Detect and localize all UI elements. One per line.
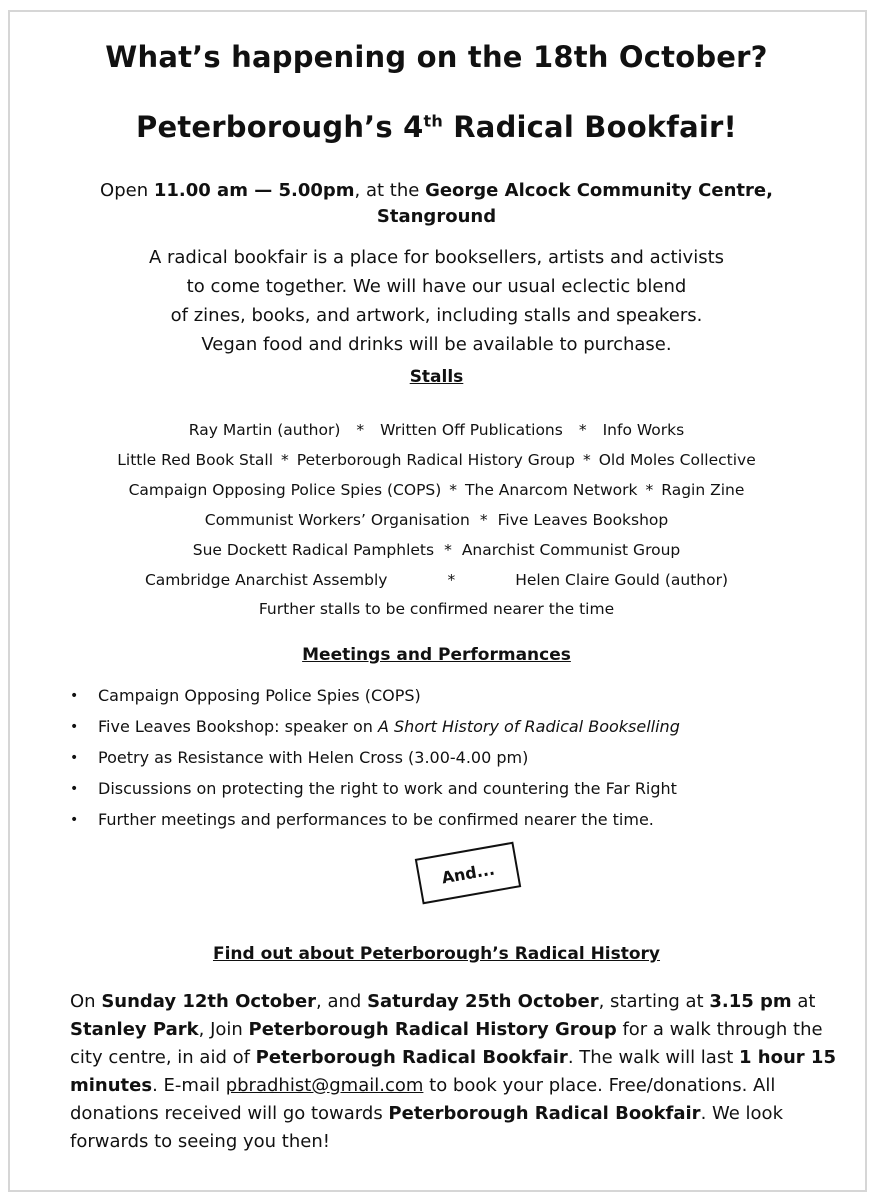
text: for a walk through the city centre, in aid of (70, 1019, 823, 1068)
list-item (70, 717, 830, 748)
list-item-text: Discussions on protecting the right to work and countering the Far Right (98, 779, 677, 798)
stall-item: The Anarcom Network (465, 481, 638, 499)
list-item (70, 779, 830, 810)
stall-item: Communist Workers’ Organisation (204, 511, 470, 529)
stall-item: Peterborough Radical History Group (296, 451, 575, 469)
description-line: of zines, books, and artwork, including stalls and speakers. (170, 305, 703, 326)
separator: * (447, 571, 456, 589)
text: . The walk will last (567, 1047, 739, 1068)
meetings-heading: Meetings and Performances (302, 645, 571, 665)
and-label: And... (440, 859, 496, 887)
description-line: Vegan food and drinks will be available to purchase. (201, 334, 672, 355)
list-item-text: Five Leaves Bookshop: speaker on (98, 717, 378, 736)
stalls-heading: Stalls (409, 367, 464, 387)
stall-item: Helen Claire Gould (author) (515, 571, 728, 589)
history-paragraph (70, 988, 840, 1156)
duration: 1 hour 15 minutes (70, 1047, 836, 1096)
email-link[interactable]: pbradhist@gmail.com (225, 1075, 424, 1096)
stall-item: Anarchist Communist Group (461, 541, 681, 559)
open-label: Open (100, 180, 154, 201)
separator: * (356, 421, 365, 439)
description-line: to come together. We will have our usual eclectic blend (186, 276, 687, 297)
stall-item: Cambridge Anarchist Assembly (144, 571, 388, 589)
text: to book your place. Free/donations. All donations received will go towards (70, 1075, 776, 1124)
text: , Join (198, 1019, 249, 1040)
date: Saturday 25th October (367, 991, 599, 1012)
separator: * (582, 451, 591, 469)
separator: * (444, 541, 452, 559)
fair: Peterborough Radical Bookfair (255, 1047, 568, 1068)
date: Sunday 12th October (101, 991, 317, 1012)
title-text: Peterborough’s 4 (136, 110, 424, 144)
poster-title: What’s happening on the 18th October? (105, 40, 768, 74)
opening-info (0, 180, 873, 201)
list-item-text: Further meetings and performances to be confirmed nearer the time. (98, 810, 654, 829)
fair: Peterborough Radical Bookfair (388, 1103, 701, 1124)
open-mid: , at the (354, 180, 426, 201)
bookfair-title (0, 110, 873, 144)
stall-item: Ray Martin (author) (188, 421, 341, 439)
stall-line (0, 451, 873, 469)
title-text-end: Radical Bookfair! (442, 110, 737, 144)
venue-area: Stanground (376, 206, 497, 227)
stall-line (0, 421, 873, 439)
separator: * (281, 451, 289, 469)
separator: * (479, 511, 488, 529)
venue-line2 (0, 206, 873, 227)
list-item-text: Campaign Opposing Police Spies (COPS) (98, 686, 421, 705)
stall-line (0, 571, 873, 589)
description (0, 243, 873, 359)
list-item-text: Poetry as Resistance with Helen Cross (3.00-4.00 pm) (98, 748, 529, 767)
stalls-footer: Further stalls to be confirmed nearer the time (258, 600, 615, 618)
history-heading: Find out about Peterborough’s Radical History (212, 944, 661, 964)
text: at (791, 991, 816, 1012)
stall-line (0, 481, 873, 499)
text: , and (316, 991, 368, 1012)
group: Peterborough Radical History Group (248, 1019, 617, 1040)
stall-line (0, 511, 873, 529)
text: . We look forwards to seeing you then! (70, 1103, 783, 1152)
stall-item: Sue Dockett Radical Pamphlets (192, 541, 435, 559)
separator: * (449, 481, 458, 499)
separator: * (578, 421, 587, 439)
stall-item: Five Leaves Bookshop (497, 511, 669, 529)
text: On (70, 991, 102, 1012)
stall-item: Info Works (602, 421, 685, 439)
separator: * (645, 481, 654, 499)
open-time: 11.00 am — 5.00pm (153, 180, 355, 201)
list-item (70, 810, 830, 841)
text: , starting at (598, 991, 710, 1012)
stall-item: Little Red Book Stall (117, 451, 274, 469)
venue: George Alcock Community Centre, (425, 180, 773, 201)
description-line: A radical bookfair is a place for booksellers, artists and activists (148, 247, 725, 268)
stall-item: Campaign Opposing Police Spies (COPS) (128, 481, 442, 499)
stall-item: Written Off Publications (380, 421, 563, 439)
text: . E-mail (152, 1075, 226, 1096)
place: Stanley Park (70, 1019, 199, 1040)
meetings-list (70, 686, 830, 841)
stall-item: Ragin Zine (661, 481, 745, 499)
list-item-italic: A Short History of Radical Bookselling (377, 717, 680, 736)
stall-line (0, 541, 873, 559)
list-item (70, 686, 830, 717)
time: 3.15 pm (709, 991, 792, 1012)
list-item (70, 748, 830, 779)
stall-item: Old Moles Collective (598, 451, 756, 469)
title-superscript: th (423, 111, 443, 131)
